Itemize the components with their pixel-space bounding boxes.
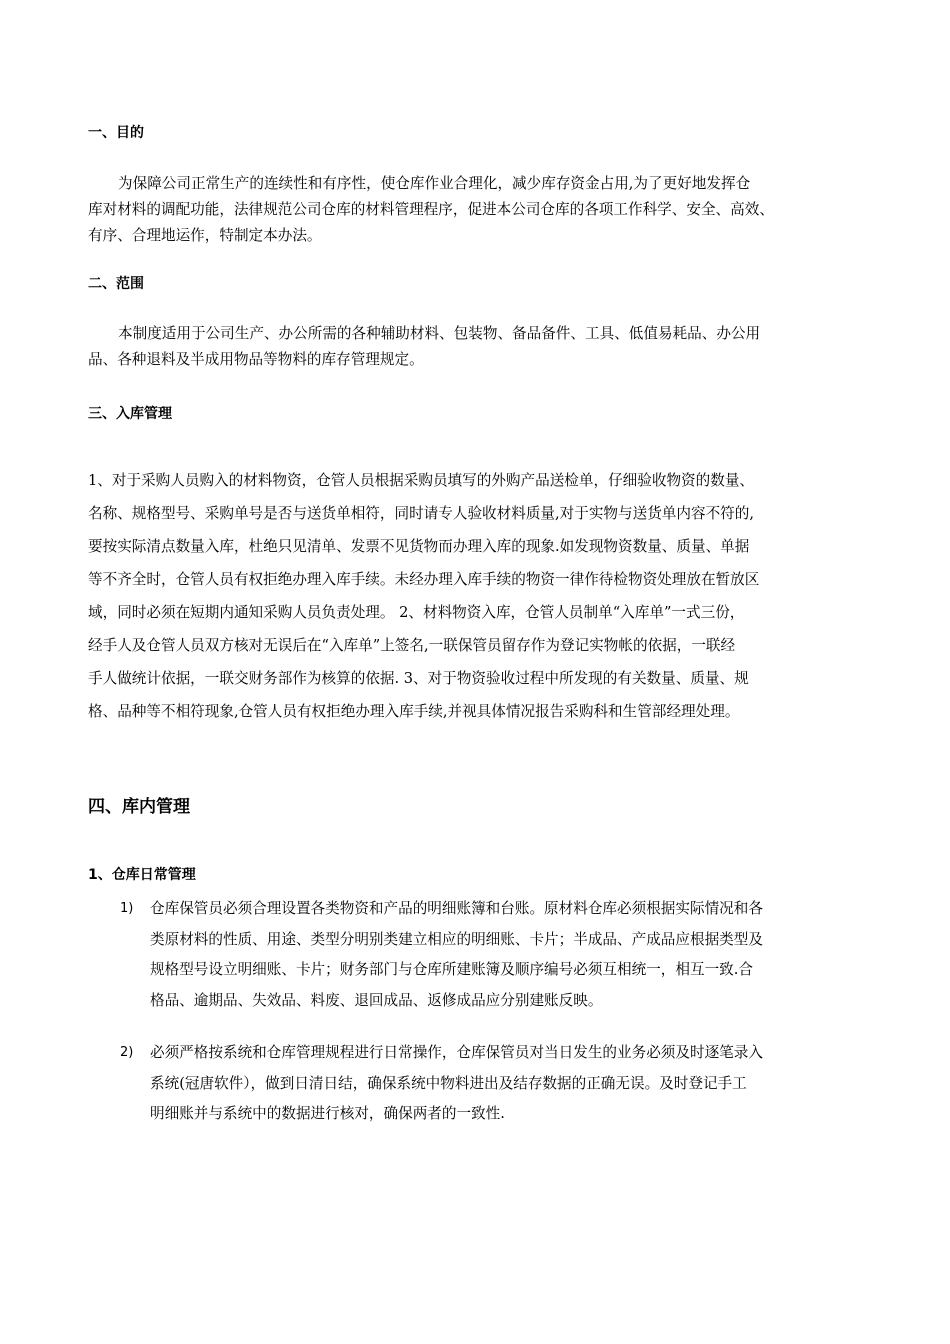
- paragraph-line: 品、各种退料及半成用物品等物料的库存管理规定。: [88, 351, 424, 368]
- list-item-line: 类原材料的性质、用途、类型分明别类建立相应的明细账、卡片；半成品、产成品应根据类型及: [150, 930, 763, 948]
- section-heading-inbound: 三、入库管理: [88, 406, 172, 422]
- list-item-line: 明细账并与系统中的数据进行核对，确保两者的一致性.: [150, 1105, 505, 1122]
- paragraph-line: 域，同时必须在短期内通知采购人员负责处理。 2、材料物资入库，仓管人员制单“入库单”一式三份，: [88, 604, 745, 621]
- paragraph-line: 本制度适用于公司生产、办公所需的各种辅助材料、包装物、备品备件、工具、低值易耗品、办公用: [118, 325, 761, 342]
- section-heading-scope: 二、范围: [88, 276, 144, 292]
- scope-paragraph: [88, 321, 878, 373]
- paragraph-line: 手人做统计依据，一联交财务部作为核算的依据. 3、对于物资验收过程中所发现的有关数量、质量、规: [88, 670, 749, 687]
- paragraph-line: 要按实际清点数量入库，杜绝只见清单、发票不见货物而办理入库的现象.如发现物资数量、质量、单据: [88, 538, 750, 555]
- paragraph-line: 经手人及仓管人员双方核对无误后在“入库单”上签名,一联保管员留存作为登记实物帐的依据，一联经: [88, 637, 736, 654]
- paragraph-line: 为保障公司正常生产的连续性和有序性，使仓库作业合理化，减少库存资金占用,为了更好地发挥仓: [118, 175, 751, 192]
- list-item-line: 格品、逾期品、失效品、料废、退回成品、返修成品应分别建账反映。: [150, 991, 603, 1009]
- list-item-line: 系统(冠唐软件），做到日清日结，确保系统中物料进出及结存数据的正确无误。及时登记手工: [150, 1074, 747, 1092]
- list-number: 2): [120, 1045, 134, 1060]
- list-item-line: 仓库保管员必须合理设置各类物资和产品的明细账簿和台账。原材料仓库必须根据实际情况和各: [150, 900, 763, 917]
- paragraph-line: 格、品种等不相符现象,仓管人员有权拒绝办理入库手续,并视具体情况报告采购科和生管部经理处理。: [88, 703, 740, 720]
- list-item-line: 规格型号设立明细账、卡片；财务部门与仓库所建账簿及顺序编号必须互相统一，相互一致.合: [150, 961, 753, 978]
- paragraph-line: 库对材料的调配功能，法律规范公司仓库的材料管理程序，促进本公司仓库的各项工作科学、安全、高效、: [88, 201, 774, 218]
- section-heading-internal: 四、库内管理: [88, 797, 190, 817]
- subsection-heading-daily: 1、仓库日常管理: [88, 867, 196, 883]
- list-item-line: 必须严格按系统和仓库管理规程进行日常操作，仓库保管员对当日发生的业务必须及时逐笔录入: [150, 1044, 763, 1061]
- inbound-paragraph: [88, 464, 878, 728]
- purpose-paragraph: [88, 171, 878, 249]
- section-heading-purpose: 一、目的: [88, 125, 144, 141]
- list-number: 1): [120, 901, 134, 916]
- paragraph-line: 等不齐全时，仓管人员有权拒绝办理入库手续。未经办理入库手续的物资一律作待检物资处理放在暂放区: [88, 571, 760, 588]
- paragraph-line: 1、对于采购人员购入的材料物资，仓管人员根据采购员填写的外购产品送检单，仔细验收物资的数量、: [88, 472, 755, 489]
- paragraph-line: 名称、规格型号、采购单号是否与送货单相符，同时请专人验收材料质量,对于实物与送货单内容不符的,: [88, 505, 755, 522]
- paragraph-line: 有序、合理地运作，特制定本办法。: [88, 227, 322, 244]
